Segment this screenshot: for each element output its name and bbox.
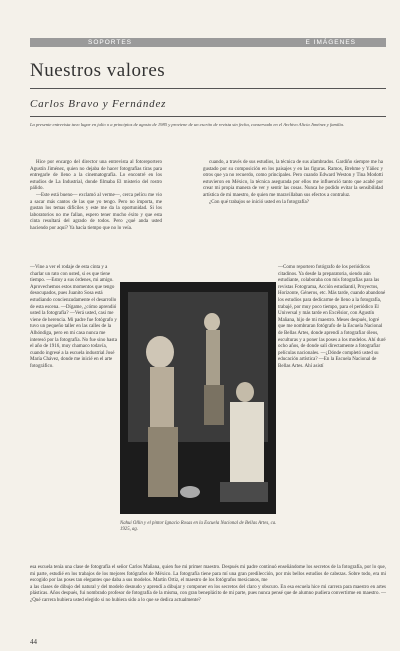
column-bottom <box>30 565 386 605</box>
paragraph: esa escuela tenía una clase de fotografía el señor Carlos Mañana, quien fue mi primer maestro. Después mi padre continuó enseñándome los secretos de la fotografía, por lo que, mi parte, estudié en los trabajos de los mejores fotógrafos de México. La fotografía tiene para mí una gran predilección, por mis bellos estudios de cabezas. Sobre todo, era mi escogido por las poses tan elegantes que daba a sus modelos. Martín Ortiz, el maestro de los fotógrafos mexicanos, me <box>30 565 386 584</box>
column-right-narrow: —Como reportero fotógrafo de los periódicos citadinos. Ya desde la preparatoria, siendo aún estudiante, colaboraba con mis fotografías para las revistas Fotograma, Acción estudiantil, Proyectos, Horizonte, Géneros, etc. Más tarde, cuando abandoné los estudios para dedicarme de lleno a la fotografía, trabajé, por muy poco tiempo, para el periódico El Universal y más tarde en Excélsior, con Agustín Mañana, hijo de mi maestro. Meses después, logré que me nombraran fotógrafo de la Escuela Nacional de Bellas Artes, donde aprendí a fotografiar óleos, esculturas y a poner las poses a los modelos. Ahí duré ocho años, de donde salí directamente a fotografiar películas nacionales. —¿Dónde completó usted su educación artística? —En la Escuela Nacional de Bellas Artes. Ahí asistí <box>278 265 386 369</box>
paragraph: Hice por encargo del director una entrevista al fotoreportero Agustín Jiménez, quien no dejaba de hacer fotografías tiras para entregarle de lleno a la cinematografía. Lo encontré en los estudios de La Industrial, donde filmaba El misterio del rostro pálido. <box>30 160 162 192</box>
article-title: Nuestros valores <box>30 60 166 81</box>
photo-caption: Nahui Ollin y el pintor Ignacio Rosas en la Escuela Nacional de Bellas Artes, ca. 1925, ag. <box>120 521 277 532</box>
author-rule <box>30 116 386 117</box>
section-header-bar <box>30 38 386 47</box>
paragraph: cuando, a través de sus estudios, la técnica de sus alambrados. Gardiño siempre me ha gustado por su composición en los paisajes y en las figuras. Ramos, Brehme y Yáñez y otros que ya no recuerdo, como principales. Pero cuando Edward Weston y Tina Modotti estuvieron en México, la técnica asegurada por ellos me influenció tanto que acabé por crear mi propia manera de ver y sentir las cosas. Nunca he podido evitar la sensibilidad artística de mi maestro, de quien me maravillaban sus efectos a contraluz. <box>203 160 383 198</box>
article-author: Carlos Bravo y Fernández <box>30 98 167 110</box>
section-header-right: E IMÁGENES <box>305 39 356 46</box>
paragraph: —Este está bueno— exclamó al verme—, cerca pelícu me vio a sacar más cantos de las que yo tengo. Pero no importa, me gustan los temas difíciles y este me da la oportunidad. Si los laboratorios no me fallan, espero tener mucho éxito y que esta cinta resultará del agrado de todos. Pero ¿qué anda usted haciendo por aquí? Ya hacía tiempo que no lo veía. <box>30 192 162 231</box>
paragraph: a las clases de dibujo del natural y del modelo desnudo y aprendí a dibujar y componer en los secretos del claro y obscuro. En esa escuela hice mi carrera para maestro en artes plásticas. Años después, fui nombrado profesor de fotografía de la misma, con gran beneplácito de mi parte, pues nunca pensé que de alumno pudiera convertirme en maestro. —¿Qué carrera hubiera usted elegido si no hubiera sido a lo que se dedica actualmente? <box>30 584 386 603</box>
section-header-left: SOPORTES <box>88 39 133 46</box>
article-intro: La presente entrevista tuvo lugar en julio o a principios de agosto de 1985 y proviene de un escrito de revista sin fecha, conservado en el Archivo Alicia Jiménez y familia. <box>30 122 345 127</box>
historic-photo <box>120 282 276 514</box>
column-right-top <box>203 160 383 206</box>
page-number: 44 <box>30 638 37 646</box>
paragraph: ¿Con qué trabajos se inició usted en la fotografía? <box>209 199 309 205</box>
title-rule <box>30 88 386 89</box>
column-left-narrow: —Vine a ver el rodaje de esta cinta y a charlar un rato con usted, si es que tiene tiempo. —Estoy a sus órdenes, mi amigo. Aprovechemos estos momentos que tengo desocupados, pues Juanito Sosa está estudiando concienzudamente el desarrollo de esta escena. —Dígame, ¿cómo aprendió usted la fotografía? —Verá usted, casi me viene de herencia. Mi padre fue fotógrafo y tuvo un pequeño taller en las calles de la Alhóndiga, pero en mi casa nunca me interesó por la fotografía. No fue sino hasta el año de 1916, muy chamaco todavía, cuando ingresé a la escuela industrial José María Chávez, donde me inicié en el arte fotográfico. <box>30 265 117 369</box>
column-left-top <box>30 160 162 233</box>
